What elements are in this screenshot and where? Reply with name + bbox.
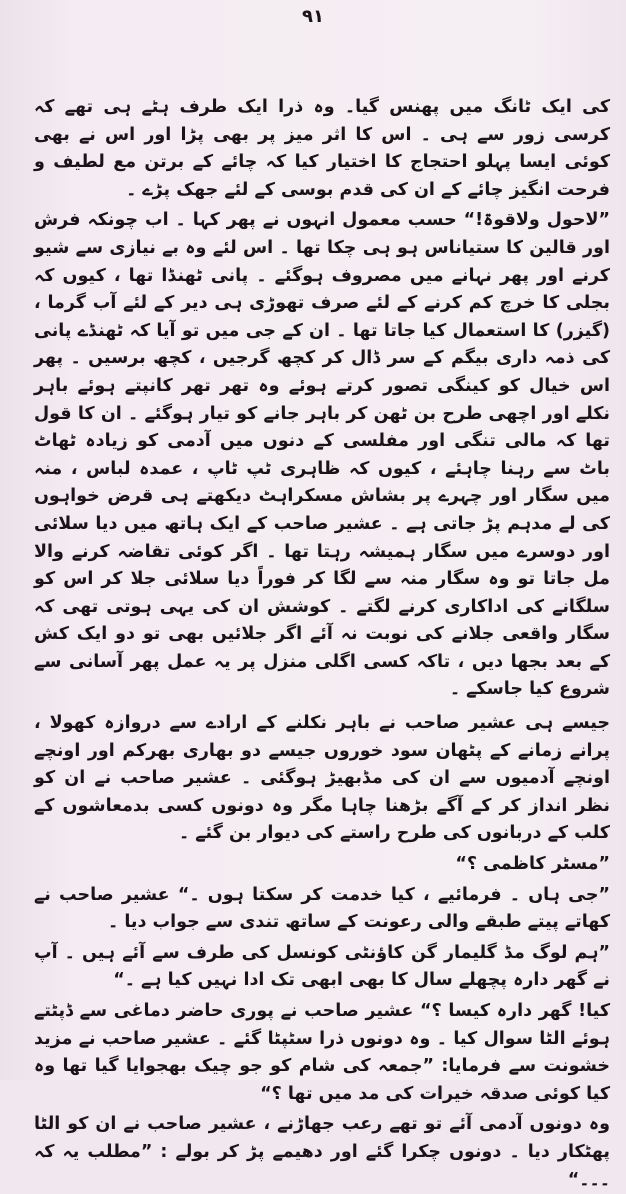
paragraph-7: کیا! گھر دارہ کیسا ؟“ عشیر صاحب نے پوری حاضر دماغی سے ڈپٹتے ہوئے الٹا سوال کیا ۔ وہ دونوں ذرا سٹپٹا گئے ۔ عشیر صاحب نے مزید خشونت سے فرمایا: ”جمعہ کی شام کو جو چیک بھجوایا گیا تھا وہ کیا کوئی صدقہ خیرات کی مد میں تھا ؟“ [34,1001,610,1104]
page-text [34,94,610,1194]
page-number: ٩١ [302,6,324,27]
paragraph-6: ”ہم لوگ مڈ گلیمار گن کاؤنٹی کونسل کی طرف سے آئے ہیں ۔ آپ نے گھر دارہ پچھلے سال کا بھی ابھی تک ادا نہیں کیا ہے ۔“ [34,942,610,991]
paragraph-1: کی ایک ٹانگ میں پھنس گیا۔ وہ ذرا ایک طرف ہٹے ہی تھے کہ کرسی زور سے ہی ۔ اس کا اثر میز پر بھی پڑا اور اس نے بھی کوئی ایسا پہلو احتجاج کا اختیار کیا کہ چائے کے برتن مع لطیف و فرحت انگیز چائے کے ان کی قدم بوسی کے لئے جھک پڑے ۔ [34,97,610,200]
paragraph-8: وہ دونوں آدمی آئے تو تھے رعب جھاڑنے ، عشیر صاحب نے ان کو الٹا پھٹکار دیا ۔ دونوں چکرا گئے اور دھیمے پڑ کر بولے : ”مطلب یہ کہ ۔۔۔“ [34,1114,610,1190]
paragraph-4: ”مسٹر کاظمی ؟“ [455,854,610,875]
paragraph-2: ”لاحول ولاقوۃ!“ حسب معمول انہوں نے پھر کہا ۔ اب چونکہ فرش اور قالین کا ستیاناس ہو ہی چکا تھا ۔ اس لئے وہ بے نیازی سے شیو کرنے اور پھر نہانے میں مصروف ہوگئے ۔ پانی ٹھنڈا تھا ، کیوں کہ بجلی کا خرچ کم کرنے کے لئے صرف تھوڑی ہی دیر کے لئے آب گرما ، (گیزر) کا استعمال کیا جاتا تھا ۔ ان کے جی میں تو آیا کہ ٹھنڈے پانی کی ذمہ داری بیگم کے سر ڈال کر کچھ گرجیں ، کچھ برسیں ۔ پھر اس خیال کو کینگی تصور کرتے ہوئے وہ تھر تھر کانپتے ہوئے باہر نکلے اور اچھی طرح بن ٹھن کر باہر جانے کو تیار ہوگئے ۔ ان کا قول تھا کہ مالی تنگی اور مفلسی کے دنوں میں آدمی کو زیادہ ٹھاٹ باٹ سے رہنا چاہئے ، کیوں کہ ظاہری ٹپ ٹاپ ، عمدہ لباس ، منہ میں سگار اور چہرے پر بشاش مسکراہٹ دیکھتے ہی قرض خواہوں کی لے مدہم پڑ جاتی ہے ۔ عشیر صاحب کے ایک ہاتھ میں دیا سلائی اور دوسرے میں سگار ہمیشہ رہتا تھا ۔ اگر کوئی تقاضہ کرنے والا مل جاتا تو وہ سگار منہ سے لگا کر فوراً دیا سلائی جلا کر اس کو سلگانے کی اداکاری کرنے لگتے ۔ کوشش ان کی یہی ہوتی تھی کہ سگار واقعی جلانے کی نوبت نہ آئے اگر جلائیں بھی تو دو ایک کش کے بعد بجھا دیں ، تاکہ کسی اگلی منزل پر یہ عمل پھر آسانی سے شروع کیا جاسکے ۔ [34,210,610,700]
paragraph-5: ”جی ہاں ۔ فرمائیے ، کیا خدمت کر سکتا ہوں ۔“ عشیر صاحب نے کھاتے پیتے طبقے والی رعونت کے ساتھ تندی سے جواب دیا ۔ [34,884,610,933]
paragraph-3: جیسے ہی عشیر صاحب نے باہر نکلنے کے ارادے سے دروازہ کھولا ، پرانے زمانے کے پٹھان سود خوروں جیسے دو بھاری بھرکم اور اونچے اونچے آدمیوں سے ان کی مڈبھیڑ ہوگئی ۔ عشیر صاحب نے ان کو نظر انداز کر کے آگے بڑھنا چاہا مگر وہ دونوں کسی بدمعاشوں کے کلب کے دربانوں کی طرح راستے کی دیوار بن گئے ۔ [34,713,610,844]
